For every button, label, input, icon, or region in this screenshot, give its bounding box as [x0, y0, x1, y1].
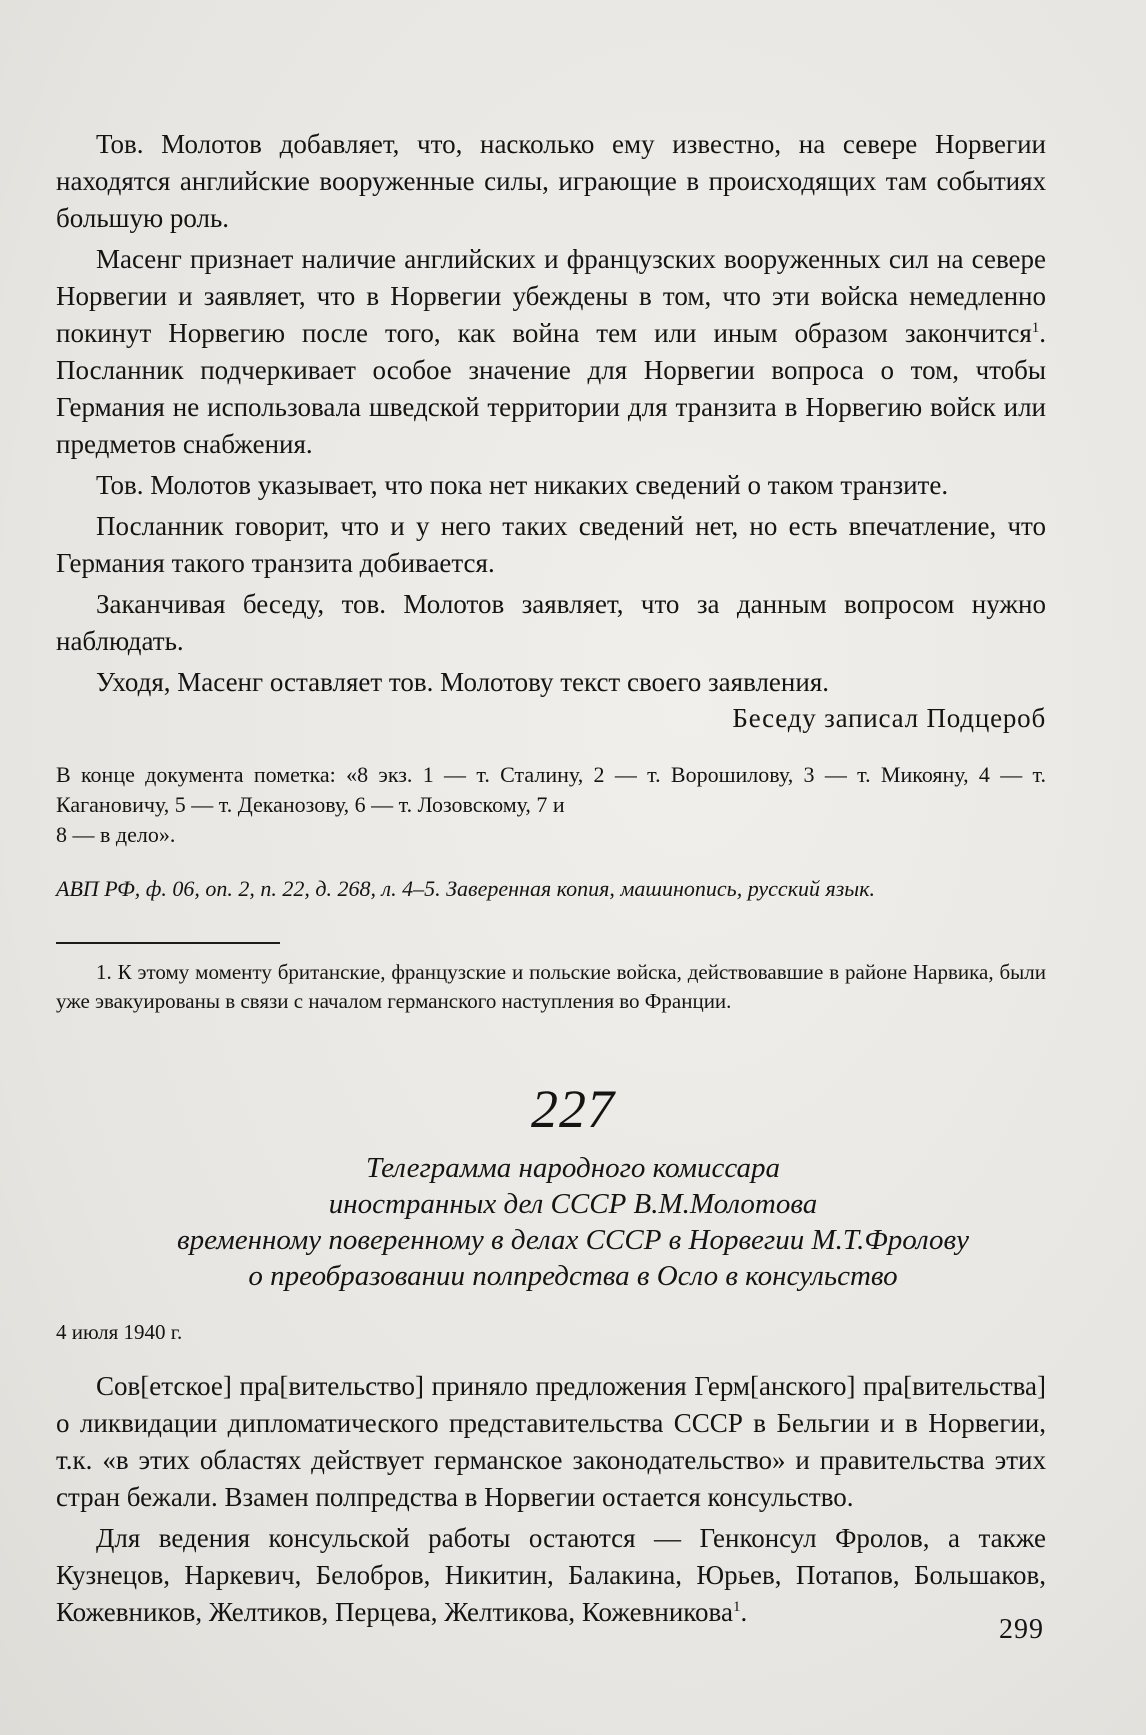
document-date: 4 июля 1940 г.: [56, 1320, 183, 1344]
paragraph-molotov-indicates: Тов. Молотов указывает, что пока нет никаких сведений о таком транзите.: [96, 470, 949, 500]
document-date-block: [56, 1318, 1046, 1346]
recorded-by: Беседу записал Подцероб: [732, 703, 1046, 733]
footnote-marker: 1: [1031, 320, 1040, 336]
source-reference: АВП РФ, ф. 06, оп. 2, п. 22, д. 268, л. 4–5. Заверенная копия, машинопись, русский язык.: [56, 876, 875, 901]
paragraph-government-accepted: Сов[етское] пра[вительство] приняло предложения Герм[анского] пра[вительства] о ликвидации дипломатического представительства СССР в Бельгии и в Норвегии, т.к. «в этих областях действует германское законодательство» и правительства этих стран бежали. Взамен полпредства в Норвегии остается консульство.: [56, 1371, 1046, 1512]
document-number: 227: [531, 1079, 615, 1139]
footnote-rule: [56, 942, 280, 944]
telegram-text: [56, 1368, 1046, 1635]
footnote-marker: 1: [732, 1599, 741, 1615]
paragraph-maseng-admits: [56, 241, 1046, 463]
footnote-block: [56, 958, 1046, 1016]
footnote-text: 1. К этому моменту британские, французские и польские войска, действовавшие в районе Нарвика, были уже эвакуированы в связи с началом германского наступления во Франции.: [56, 960, 1046, 1013]
document-title-line: иностранных дел СССР В.М.Молотова: [328, 1188, 818, 1220]
document-title-line: Телеграмма народного комиссара: [365, 1152, 781, 1184]
previous-document-text: [56, 126, 1046, 705]
paragraph-concluding: Заканчивая беседу, тов. Молотов заявляет, что за данным вопросом нужно наблюдать.: [56, 589, 1046, 656]
paragraph-part: Масенг признает наличие английских и французских вооруженных сил на севере Норвегии и заявляет, что в Норвегии убеждены в том, что эти войска немедленно покинут Норвегию после того, как война тем или иным образом закончится: [56, 244, 1046, 348]
document-title-line: о преобразовании полпредства в Осло в консульство: [248, 1260, 898, 1292]
paragraph-part: Для ведения консульской работы остаются — Генконсул Фролов, а также Кузнецов, Наркевич, Белобров, Никитин, Балакина, Юрьев, Потапов, Большаков, Кожевников, Желтиков, Перцева, Желтикова, Кожевникова: [56, 1523, 1046, 1627]
document-title-line: временному поверенному в делах СССР в Норвегии М.Т.Фролову: [177, 1224, 969, 1256]
signature-block: [56, 700, 1046, 736]
paragraph-leaving: Уходя, Масенг оставляет тов. Молотову текст своего заявления.: [96, 667, 829, 697]
paragraph-part: .: [740, 1597, 748, 1627]
annotation-line: В конце документа пометка: «8 экз. 1 — т. Сталину, 2 — т. Ворошилову, 3 — т. Микояну, 4 — т. Кагановичу, 5 — т. Деканозову, 6 — т. Лозовскому, 7 и: [56, 762, 1046, 817]
page-number: 299: [999, 1614, 1044, 1645]
paragraph-consular-staff: [56, 1520, 1046, 1631]
archive-source: [56, 874, 1046, 904]
paragraph-molotov-adds: Тов. Молотов добавляет, что, насколько ему известно, на севере Норвегии находятся английские вооруженные силы, играющие в происходящих там событиях большую роль.: [56, 129, 1046, 233]
annotation-line: 8 — в дело».: [56, 822, 176, 847]
paragraph-part: . Посланник подчеркивает особое значение для Норвегии вопроса о том, чтобы Германия не использовала шведской территории для транзита в Норвегию войск или предметов снабжения.: [56, 318, 1046, 459]
distribution-annotation: [56, 760, 1046, 850]
paragraph-envoy-says: Посланник говорит, что и у него таких сведений нет, но есть впечатление, что Германия такого транзита добивается.: [56, 511, 1046, 578]
footnote-divider: [56, 942, 1046, 944]
